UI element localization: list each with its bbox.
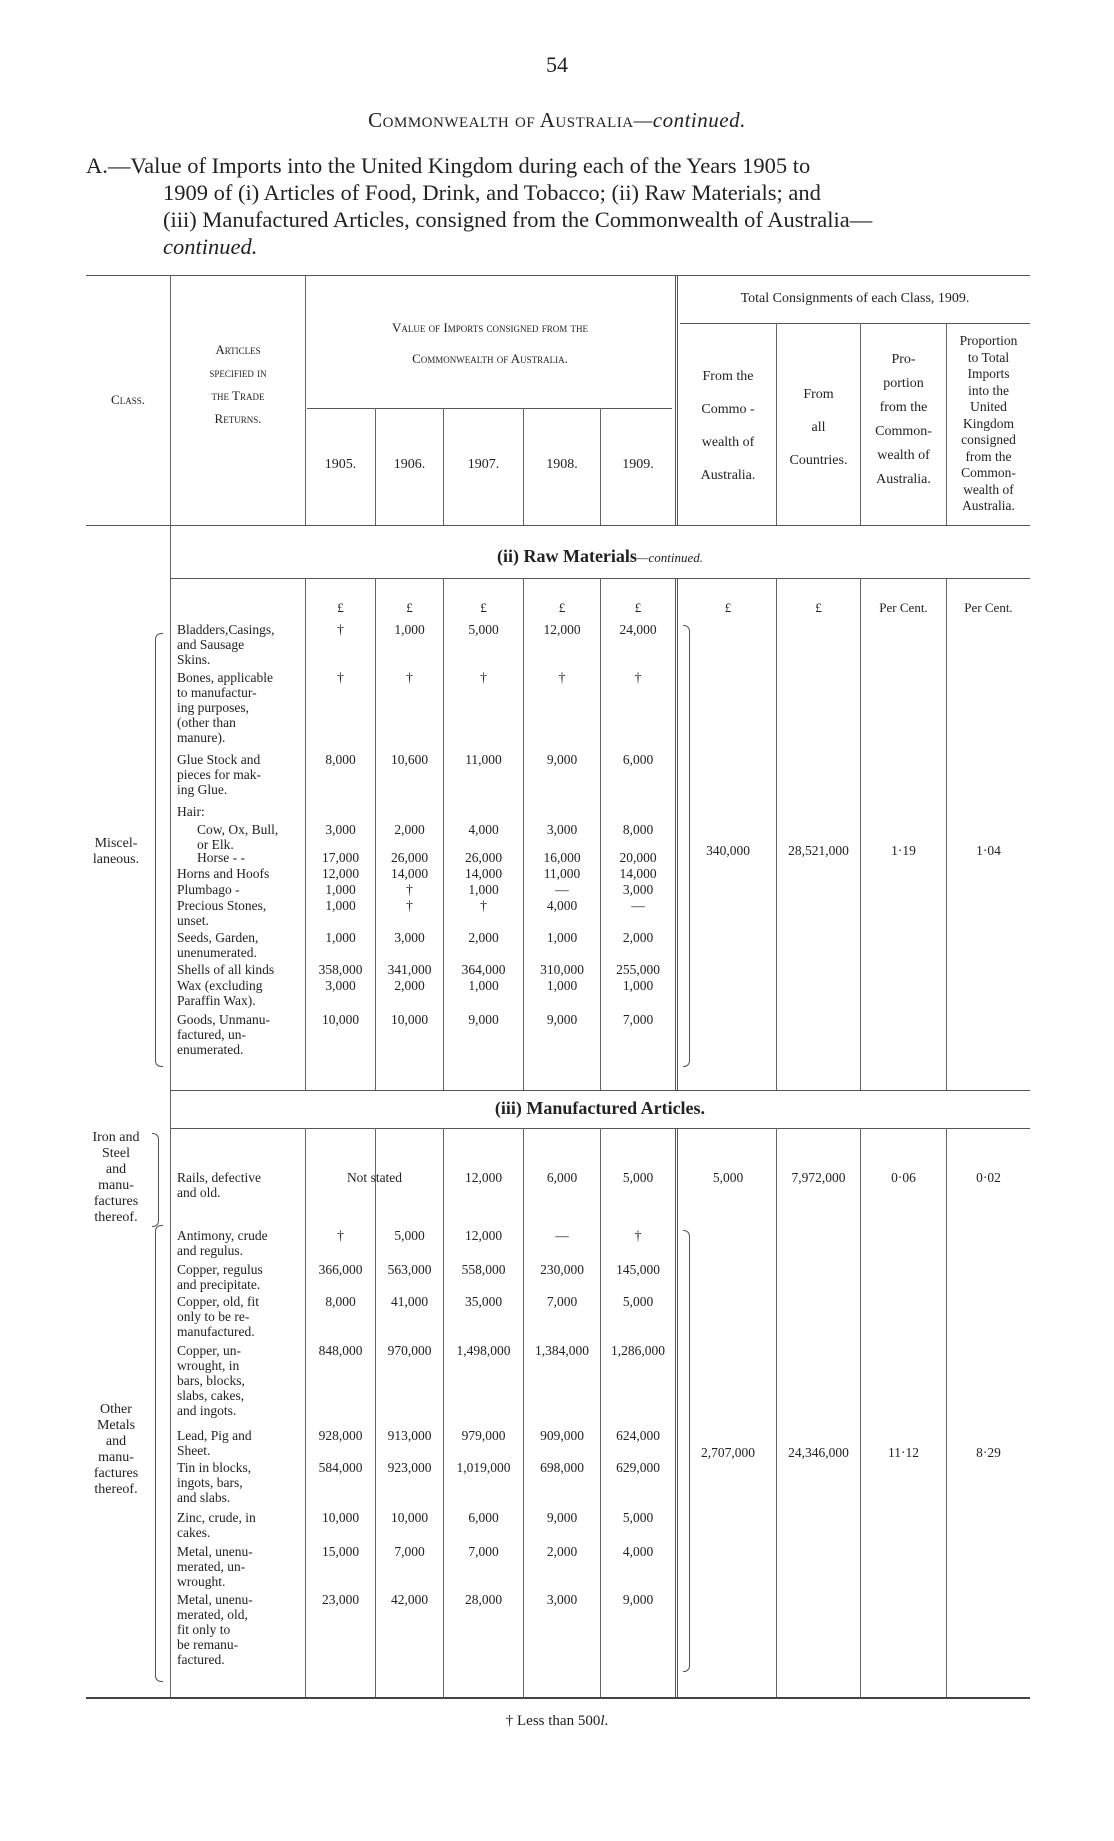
raw-row-value: † bbox=[406, 670, 413, 685]
raw-row-article bbox=[177, 978, 305, 1008]
raw-row-value: 9,000 bbox=[546, 1012, 578, 1027]
raw-row-value: † bbox=[337, 622, 344, 637]
metal-row-value: 23,000 bbox=[321, 1592, 360, 1607]
section-title-raw-materials: (ii) Raw Materials—continued. bbox=[496, 546, 704, 566]
year-header-1907: 1907. bbox=[467, 457, 500, 472]
article-line: only to be re- bbox=[177, 1309, 250, 1324]
article-line: Shells of all kinds bbox=[177, 962, 275, 977]
raw-row-article bbox=[197, 822, 305, 852]
raw-row-article bbox=[177, 622, 305, 667]
metal-row-article bbox=[177, 1343, 305, 1418]
raw-row-value: 1,000 bbox=[325, 930, 356, 945]
from-commonwealth-header: From the Commo - wealth of Australia. bbox=[700, 369, 756, 483]
article-line: Bladders,Casings, bbox=[177, 622, 275, 637]
raw-row-article bbox=[177, 866, 305, 881]
raw-row-value: 1,000 bbox=[468, 978, 499, 993]
raw-row-value: 24,000 bbox=[619, 622, 657, 637]
metal-row-value: 5,000 bbox=[394, 1228, 425, 1243]
raw-row-value: 2,000 bbox=[394, 978, 425, 993]
raw-row-value: 358,000 bbox=[318, 962, 363, 977]
raw-row-value: 3,000 bbox=[325, 978, 356, 993]
from-all-countries-header: From all Countries. bbox=[789, 387, 848, 468]
raw-row-value: 6,000 bbox=[622, 752, 654, 767]
article-line: Precious Stones, bbox=[177, 898, 267, 913]
metal-row-value: 1,498,000 bbox=[456, 1343, 511, 1358]
article-line: Copper, regulus bbox=[177, 1262, 263, 1277]
article-rails: Rails, defective and old. bbox=[177, 1170, 261, 1200]
metal-row-value: 15,000 bbox=[321, 1544, 360, 1559]
article-line: and ingots. bbox=[177, 1403, 237, 1418]
metals-proportion-from: 11·12 bbox=[888, 1445, 919, 1460]
raw-row-value: 341,000 bbox=[387, 962, 432, 977]
proportion-from-header: Pro- portion from the Common- wealth of Australia. bbox=[875, 352, 932, 487]
metal-row-value: 230,000 bbox=[540, 1262, 584, 1277]
article-line: wrought. bbox=[177, 1574, 226, 1589]
metal-row-value: 41,000 bbox=[390, 1294, 429, 1309]
raw-row-value: 2,000 bbox=[394, 822, 425, 837]
raw-row-value: 1,000 bbox=[546, 978, 578, 993]
class-brace bbox=[155, 633, 163, 1067]
metal-row-value: 698,000 bbox=[540, 1460, 584, 1475]
raw-row-value: 10,000 bbox=[390, 1012, 429, 1027]
metal-row-value: 35,000 bbox=[464, 1294, 503, 1309]
raw-row-value: 12,000 bbox=[321, 866, 360, 881]
article-line: Sheet. bbox=[177, 1443, 211, 1458]
article-line: Horns and Hoofs bbox=[177, 866, 270, 881]
raw-row-article bbox=[177, 898, 305, 928]
rails-1907: 12,000 bbox=[464, 1170, 503, 1185]
metal-row-value: 1,384,000 bbox=[535, 1343, 589, 1358]
metal-row-value: 8,000 bbox=[325, 1294, 356, 1309]
raw-row-value: 3,000 bbox=[546, 822, 578, 837]
raw-row-value: 364,000 bbox=[461, 962, 506, 977]
articles-header: Articles specified in the Trade Returns. bbox=[209, 342, 267, 426]
raw-row-value: 1,000 bbox=[622, 978, 654, 993]
article-line: or Elk. bbox=[197, 837, 234, 852]
year-header-1908: 1908. bbox=[546, 457, 578, 472]
metal-row-value: 629,000 bbox=[616, 1460, 660, 1475]
article-line: Lead, Pig and bbox=[177, 1428, 252, 1443]
metal-row-article bbox=[177, 1262, 305, 1292]
metal-row-article bbox=[177, 1294, 305, 1339]
article-line: Skins. bbox=[177, 652, 211, 667]
article-line: fit only to bbox=[177, 1622, 231, 1637]
raw-row-value: † bbox=[337, 670, 344, 685]
article-line: Horse - - bbox=[197, 850, 245, 865]
raw-row-value: — bbox=[631, 898, 645, 913]
raw-row-value: † bbox=[480, 670, 487, 685]
raw-row-value: 11,000 bbox=[465, 752, 502, 767]
article-line: Cow, Ox, Bull, bbox=[197, 822, 279, 837]
unit-label: £ bbox=[634, 600, 642, 615]
metal-row-value: 4,000 bbox=[622, 1544, 654, 1559]
raw-row-value: 10,000 bbox=[321, 1012, 360, 1027]
metal-row-value: 9,000 bbox=[546, 1510, 578, 1525]
raw-row-article bbox=[177, 882, 305, 897]
raw-row-value: 4,000 bbox=[468, 822, 499, 837]
article-line: Copper, un- bbox=[177, 1343, 241, 1358]
page-number: 54 bbox=[546, 52, 568, 77]
unit-label: £ bbox=[480, 600, 487, 615]
article-line: Goods, Unmanu- bbox=[177, 1012, 270, 1027]
raw-row-value: 9,000 bbox=[468, 1012, 499, 1027]
raw-row-value: 1,000 bbox=[325, 898, 356, 913]
raw-row-value: 2,000 bbox=[622, 930, 654, 945]
article-line: unset. bbox=[177, 913, 209, 928]
article-line: Plumbago - bbox=[177, 882, 240, 897]
article-line: manufactured. bbox=[177, 1324, 255, 1339]
article-line: to manufactur- bbox=[177, 685, 257, 700]
class-brace bbox=[155, 1225, 163, 1682]
article-line: and precipitate. bbox=[177, 1277, 261, 1292]
raw-row-value: 16,000 bbox=[543, 850, 581, 865]
raw-row-value: 2,000 bbox=[468, 930, 499, 945]
iron-proportion-from: 0·06 bbox=[891, 1170, 916, 1185]
year-header-1905: 1905. bbox=[324, 457, 357, 472]
value-group-header: Value of Imports consigned from the Commonwealth of Australia. bbox=[392, 320, 588, 366]
article-line: ing purposes, bbox=[177, 700, 249, 715]
metal-row-value: 923,000 bbox=[387, 1460, 432, 1475]
raw-row-value: † bbox=[634, 670, 642, 685]
metal-row-value: 584,000 bbox=[318, 1460, 363, 1475]
metal-row-value: 7,000 bbox=[394, 1544, 425, 1559]
article-line: Paraffin Wax). bbox=[177, 993, 256, 1008]
class-label-iron-steel: Iron and Steel and manu- factures thereof. bbox=[92, 1130, 140, 1225]
metal-row-value: 7,000 bbox=[468, 1544, 499, 1559]
article-line: and regulus. bbox=[177, 1243, 243, 1258]
article-line: and Sausage bbox=[177, 637, 245, 652]
metal-row-value: 145,000 bbox=[616, 1262, 660, 1277]
raw-row-value: 1,000 bbox=[394, 622, 425, 637]
metal-row-value: † bbox=[634, 1228, 642, 1243]
metal-row-article bbox=[177, 1428, 305, 1458]
raw-row-value: 26,000 bbox=[464, 850, 503, 865]
metal-row-value: † bbox=[337, 1228, 344, 1243]
running-head-title: Commonwealth of Australia bbox=[368, 108, 634, 132]
article-line: merated, un- bbox=[177, 1559, 246, 1574]
article-line: factured, un- bbox=[177, 1027, 246, 1042]
metal-row-value: 7,000 bbox=[546, 1294, 578, 1309]
article-line: Glue Stock and bbox=[177, 752, 261, 767]
caption-line: (iii) Manufactured Articles, consigned from the Commonwealth of Australia— bbox=[163, 207, 873, 232]
metal-row-value: 5,000 bbox=[622, 1510, 654, 1525]
article-line: slabs, cakes, bbox=[177, 1388, 245, 1403]
article-line: ing Glue. bbox=[177, 782, 228, 797]
metal-row-value: 3,000 bbox=[546, 1592, 578, 1607]
misc-proportion-total: 1·04 bbox=[976, 843, 1001, 858]
total-group-header: Total Consignments of each Class, 1909. bbox=[740, 291, 970, 306]
unit-label: £ bbox=[815, 600, 822, 615]
unit-label: £ bbox=[337, 600, 344, 615]
table-caption bbox=[86, 152, 1036, 260]
metal-row-article bbox=[177, 1592, 305, 1667]
article-line: Zinc, crude, in bbox=[177, 1510, 256, 1525]
raw-row-value: 5,000 bbox=[468, 622, 499, 637]
article-line: cakes. bbox=[177, 1525, 211, 1540]
metal-row-value: 366,000 bbox=[318, 1262, 363, 1277]
metal-row-article bbox=[177, 1510, 305, 1540]
article-line: Metal, unenu- bbox=[177, 1592, 253, 1607]
metal-row-value: 979,000 bbox=[461, 1428, 506, 1443]
raw-row-value: — bbox=[555, 882, 569, 897]
misc-proportion-from: 1·19 bbox=[891, 843, 916, 858]
metal-row-value: 28,000 bbox=[464, 1592, 503, 1607]
raw-row-value: † bbox=[406, 882, 413, 897]
metal-row-value: 624,000 bbox=[616, 1428, 660, 1443]
raw-row-value: 14,000 bbox=[390, 866, 429, 881]
raw-row-article bbox=[177, 670, 305, 745]
raw-row-value: 11,000 bbox=[543, 866, 581, 881]
raw-row-value: 20,000 bbox=[619, 850, 657, 865]
article-line: and slabs. bbox=[177, 1490, 231, 1505]
article-line: bars, blocks, bbox=[177, 1373, 245, 1388]
article-line: merated, old, bbox=[177, 1607, 248, 1622]
unit-label: Per Cent. bbox=[964, 600, 1013, 615]
raw-row-value: 8,000 bbox=[622, 822, 654, 837]
metal-row-value: 563,000 bbox=[387, 1262, 432, 1277]
running-head-suffix: —continued. bbox=[633, 108, 746, 132]
metal-row-value: 558,000 bbox=[461, 1262, 506, 1277]
running-head bbox=[0, 108, 1114, 133]
rails-1909: 5,000 bbox=[622, 1170, 654, 1185]
metal-row-article bbox=[177, 1460, 305, 1505]
caption-line: A.—Value of Imports into the United Kingdom during each of the Years 1905 to bbox=[86, 153, 811, 178]
raw-row-value: † bbox=[558, 670, 566, 685]
class-brace bbox=[152, 1133, 159, 1227]
raw-row-value: 14,000 bbox=[464, 866, 503, 881]
article-line: wrought, in bbox=[177, 1358, 240, 1373]
metal-row-value: 10,000 bbox=[321, 1510, 360, 1525]
metal-row-value: 928,000 bbox=[318, 1428, 363, 1443]
article-line: ingots, bars, bbox=[177, 1475, 243, 1490]
raw-row-value: 9,000 bbox=[546, 752, 578, 767]
year-header-1909: 1909. bbox=[622, 457, 654, 472]
class-header: Class. bbox=[111, 392, 145, 407]
raw-row-article bbox=[177, 930, 305, 960]
article-line: unenumerated. bbox=[177, 945, 257, 960]
footnote: † Less than 500l. bbox=[505, 1713, 609, 1729]
raw-row-article bbox=[177, 752, 305, 797]
caption-line: continued. bbox=[163, 234, 258, 259]
rails-1905-1906: Not stated bbox=[346, 1170, 403, 1185]
raw-row-value: 3,000 bbox=[622, 882, 654, 897]
article-line: Hair: bbox=[177, 804, 205, 819]
misc-total-from-all: 28,521,000 bbox=[788, 843, 849, 858]
raw-row-article bbox=[197, 850, 305, 865]
misc-total-from-commonwealth: 340,000 bbox=[706, 843, 750, 858]
unit-label: £ bbox=[558, 600, 566, 615]
raw-row-value: 8,000 bbox=[325, 752, 356, 767]
metal-row-value: 42,000 bbox=[390, 1592, 429, 1607]
class-label-miscellaneous: Miscel- laneous. bbox=[92, 836, 140, 867]
raw-row-value: 26,000 bbox=[390, 850, 429, 865]
metal-row-value: 9,000 bbox=[622, 1592, 654, 1607]
raw-row-value: 1,000 bbox=[325, 882, 356, 897]
article-line: be remanu- bbox=[177, 1637, 239, 1652]
article-line: factured. bbox=[177, 1652, 225, 1667]
class-label-other-metals: Other Metals and manu- factures thereof. bbox=[93, 1402, 139, 1497]
raw-row-value: 1,000 bbox=[546, 930, 578, 945]
caption-line: 1909 of (i) Articles of Food, Drink, and Tobacco; (ii) Raw Materials; and bbox=[163, 180, 821, 205]
metal-row-value: 2,000 bbox=[546, 1544, 578, 1559]
metal-row-value: 5,000 bbox=[622, 1294, 654, 1309]
metal-row-article bbox=[177, 1228, 305, 1258]
metals-total-from-commonwealth: 2,707,000 bbox=[701, 1445, 755, 1460]
article-line: Bones, applicable bbox=[177, 670, 273, 685]
year-header-1906: 1906. bbox=[393, 457, 426, 472]
article-line: Antimony, crude bbox=[177, 1228, 268, 1243]
raw-row-value: 7,000 bbox=[622, 1012, 654, 1027]
article-line: Wax (excluding bbox=[177, 978, 263, 993]
metals-proportion-total: 8·29 bbox=[976, 1445, 1001, 1460]
metal-row-value: 6,000 bbox=[468, 1510, 499, 1525]
metals-total-from-all: 24,346,000 bbox=[788, 1445, 849, 1460]
raw-row-article bbox=[177, 1012, 305, 1057]
article-line: pieces for mak- bbox=[177, 767, 261, 782]
raw-row-value: 310,000 bbox=[540, 962, 584, 977]
article-line: Seeds, Garden, bbox=[177, 930, 259, 945]
article-line: manure). bbox=[177, 730, 226, 745]
metal-row-value: 10,000 bbox=[390, 1510, 429, 1525]
raw-row-article bbox=[177, 804, 305, 819]
raw-row-article bbox=[177, 962, 305, 977]
section-title-manufactured: (iii) Manufactured Articles. bbox=[494, 1098, 706, 1118]
iron-total-from-all: 7,972,000 bbox=[791, 1170, 846, 1185]
raw-row-value: 1,000 bbox=[468, 882, 499, 897]
raw-row-value: 4,000 bbox=[546, 898, 578, 913]
raw-row-value: 14,000 bbox=[619, 866, 657, 881]
raw-row-value: 3,000 bbox=[394, 930, 425, 945]
raw-row-value: 255,000 bbox=[616, 962, 660, 977]
rails-1908: 6,000 bbox=[546, 1170, 578, 1185]
metal-row-value: — bbox=[555, 1228, 569, 1243]
proportion-total-header: Proportion to Total Imports into the United Kingdom consigned from the Common- wealth of Australia. bbox=[959, 333, 1018, 513]
article-line: (other than bbox=[177, 715, 236, 730]
article-line: enumerated. bbox=[177, 1042, 244, 1057]
raw-row-value: † bbox=[480, 898, 487, 913]
unit-label: £ bbox=[406, 600, 413, 615]
metal-row-value: 970,000 bbox=[387, 1343, 432, 1358]
article-line: Tin in blocks, bbox=[177, 1460, 252, 1475]
raw-row-value: 10,600 bbox=[390, 752, 429, 767]
raw-row-value: 3,000 bbox=[325, 822, 356, 837]
article-line: Copper, old, fit bbox=[177, 1294, 259, 1309]
raw-row-value: † bbox=[406, 898, 413, 913]
metal-row-value: 1,019,000 bbox=[456, 1460, 511, 1475]
article-line: Metal, unenu- bbox=[177, 1544, 253, 1559]
metal-row-article bbox=[177, 1544, 305, 1589]
metal-row-value: 848,000 bbox=[318, 1343, 363, 1358]
metal-row-value: 909,000 bbox=[540, 1428, 584, 1443]
raw-row-value: 12,000 bbox=[543, 622, 581, 637]
raw-row-value: 17,000 bbox=[321, 850, 360, 865]
unit-label: £ bbox=[724, 600, 732, 615]
iron-total-from-commonwealth: 5,000 bbox=[712, 1170, 744, 1185]
iron-proportion-total: 0·02 bbox=[976, 1170, 1001, 1185]
unit-label: Per Cent. bbox=[879, 600, 928, 615]
metal-row-value: 1,286,000 bbox=[611, 1343, 665, 1358]
metal-row-value: 913,000 bbox=[387, 1428, 432, 1443]
metal-row-value: 12,000 bbox=[464, 1228, 503, 1243]
